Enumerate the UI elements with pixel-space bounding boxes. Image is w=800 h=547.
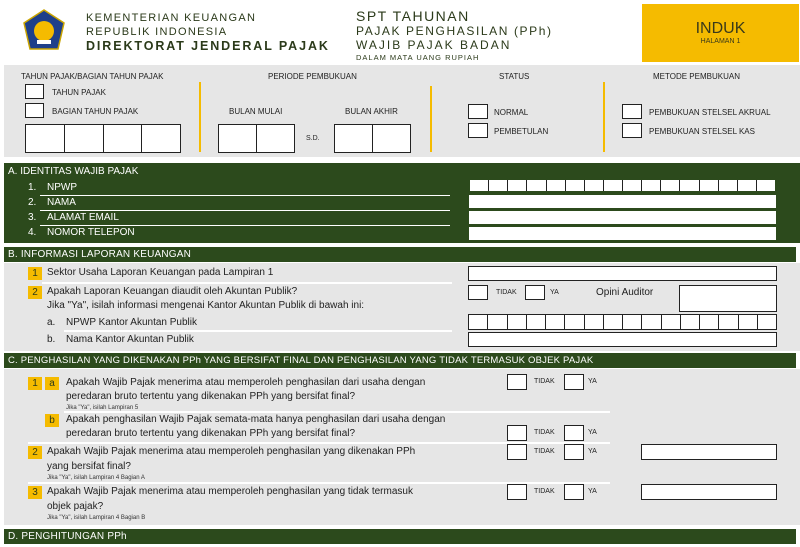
ya-label: YA [588, 429, 597, 436]
npwp-label: NPWP [47, 182, 77, 193]
metode-heading: METODE PEMBUKUAN [653, 72, 740, 81]
email-number: 3. [28, 212, 37, 223]
section-a-title: A. IDENTITAS WAJIB PAJAK [8, 166, 139, 177]
section-b-title: B. INFORMASI LAPORAN KEUANGAN [4, 247, 796, 262]
q2-text: yang bersifat final? [47, 461, 131, 472]
republic-name: REPUBLIK INDONESIA [86, 26, 228, 38]
digit-cell[interactable] [758, 315, 776, 329]
induk-badge [642, 4, 799, 62]
question-letter: a [45, 377, 59, 390]
digit-cell[interactable] [661, 180, 680, 191]
kas-label: PEMBUKUAN STELSEL KAS [649, 127, 755, 136]
npwp-kap-input[interactable] [468, 314, 777, 330]
ya-label: YA [588, 488, 597, 495]
digit-cell[interactable] [547, 180, 566, 191]
badge-page: HALAMAN 1 [700, 38, 741, 45]
question-number: 2 [28, 286, 42, 299]
section-c-title: C. PENGHASILAN YANG DIKENAKAN PPh YANG BERSIFAT FINAL DAN PENGHASILAN YANG TIDAK TERMASUK OBJEK PAJAK [4, 353, 796, 368]
npwp-kap-label: NPWP Kantor Akuntan Publik [66, 317, 197, 328]
email-label: ALAMAT EMAIL [47, 212, 119, 223]
nama-kap-input[interactable] [468, 332, 777, 347]
digit-cell[interactable] [142, 125, 180, 152]
digit-cell[interactable] [642, 180, 661, 191]
divider [199, 82, 201, 152]
q1a-text: Apakah Wajib Pajak menerima atau memperoleh penghasilan dari usaha dengan [66, 377, 426, 388]
q3-text: Apakah Wajib Pajak menerima atau memperoleh penghasilan yang tidak termasuk [47, 486, 413, 497]
digit-cell[interactable] [623, 180, 642, 191]
digit-cell[interactable] [546, 315, 565, 329]
digit-cell[interactable] [373, 125, 410, 152]
question-number: 1 [28, 267, 42, 280]
year-input[interactable] [25, 124, 181, 153]
separator [42, 282, 452, 284]
digit-cell[interactable] [566, 180, 585, 191]
bagian-tahun-label: BAGIAN TAHUN PAJAK [52, 107, 139, 116]
tahun-pajak-label: TAHUN PAJAK [52, 88, 106, 97]
digit-cell[interactable] [585, 180, 604, 191]
q2-ya-checkbox[interactable] [564, 444, 584, 460]
tidak-label: TIDAK [534, 378, 555, 385]
digit-cell[interactable] [681, 315, 700, 329]
question-number: 2 [28, 446, 42, 459]
digit-cell[interactable] [104, 125, 143, 152]
digit-cell[interactable] [719, 315, 738, 329]
sektor-usaha-input[interactable] [468, 266, 777, 281]
item-letter: b. [47, 334, 56, 345]
q3-amount-input[interactable] [641, 484, 777, 500]
question-number: 3 [28, 486, 42, 499]
audit-question: Apakah Laporan Keuangan diaudit oleh Akuntan Publik? [47, 286, 298, 297]
pembetulan-checkbox[interactable] [468, 123, 488, 138]
underline [40, 195, 450, 196]
tidak-label: TIDAK [534, 429, 555, 436]
digit-cell[interactable] [469, 315, 488, 329]
sd-label: S.D. [306, 135, 320, 142]
digit-cell[interactable] [527, 180, 546, 191]
q1b-tidak-checkbox[interactable] [507, 425, 527, 441]
tahun-pajak-heading: TAHUN PAJAK/BAGIAN TAHUN PAJAK [21, 72, 164, 81]
bagian-tahun-checkbox[interactable] [25, 103, 44, 118]
underline [40, 225, 450, 226]
item-letter: a. [47, 317, 56, 328]
bulan-akhir-input[interactable] [334, 124, 411, 153]
digit-cell[interactable] [527, 315, 546, 329]
kas-checkbox[interactable] [622, 123, 642, 138]
npwp-number: 1. [28, 182, 37, 193]
q1a-note: Jika "Ya", isilah Lampiran 5 [66, 405, 139, 411]
bulan-akhir-label: BULAN AKHIR [345, 107, 398, 116]
sektor-usaha-label: Sektor Usaha Laporan Keuangan pada Lampiran 1 [47, 267, 274, 278]
form-title: SPT TAHUNAN [356, 8, 470, 24]
digit-cell[interactable] [623, 315, 642, 329]
opini-auditor-input[interactable] [679, 285, 777, 312]
digit-cell[interactable] [335, 125, 373, 152]
question-letter: b [45, 414, 59, 427]
audit-ya-checkbox[interactable] [525, 285, 545, 300]
form-subtitle-1: PAJAK PENGHASILAN (PPh) [356, 24, 553, 38]
pembetulan-label: PEMBETULAN [494, 127, 549, 136]
q2-tidak-checkbox[interactable] [507, 444, 527, 460]
digit-cell[interactable] [680, 180, 699, 191]
digit-cell[interactable] [65, 125, 104, 152]
q1a-ya-checkbox[interactable] [564, 374, 584, 390]
tidak-label: TIDAK [534, 448, 555, 455]
q1b-ya-checkbox[interactable] [564, 425, 584, 441]
digit-cell[interactable] [642, 315, 661, 329]
digit-cell[interactable] [604, 180, 623, 191]
question-number: 1 [28, 377, 42, 390]
audit-tidak-checkbox[interactable] [468, 285, 488, 300]
digit-cell[interactable] [662, 315, 681, 329]
ya-label: YA [588, 448, 597, 455]
q3-text: objek pajak? [47, 501, 104, 512]
digit-cell[interactable] [738, 180, 757, 191]
divider [430, 86, 432, 152]
ya-label: YA [588, 378, 597, 385]
digit-cell[interactable] [565, 315, 584, 329]
q2-amount-input[interactable] [641, 444, 777, 460]
ministry-name: KEMENTERIAN KEUANGAN [86, 12, 257, 24]
audit-note: Jika "Ya", isilah informasi mengenai Kantor Akuntan Publik di bawah ini: [47, 300, 365, 311]
digit-cell[interactable] [739, 315, 758, 329]
q3-tidak-checkbox[interactable] [507, 484, 527, 500]
q3-ya-checkbox[interactable] [564, 484, 584, 500]
status-heading: STATUS [499, 72, 530, 81]
normal-checkbox[interactable] [468, 104, 488, 119]
digit-cell[interactable] [604, 315, 623, 329]
normal-label: NORMAL [494, 108, 529, 117]
section-d-title: D. PENGHITUNGAN PPh [4, 529, 796, 544]
telepon-input[interactable] [469, 227, 776, 240]
digit-cell[interactable] [470, 180, 489, 191]
separator [64, 411, 610, 413]
divider [603, 82, 605, 152]
digit-cell[interactable] [508, 180, 527, 191]
digit-cell[interactable] [719, 180, 738, 191]
currency-note: DALAM MATA UANG RUPIAH [356, 53, 480, 62]
q2-note: Jika "Ya", isilah Lampiran 4 Bagian A [47, 475, 145, 481]
separator [64, 330, 452, 332]
digit-cell[interactable] [26, 125, 65, 152]
akrual-checkbox[interactable] [622, 104, 642, 119]
badge-title: INDUK [695, 20, 746, 37]
digit-cell[interactable] [585, 315, 604, 329]
tidak-label: TIDAK [496, 289, 517, 296]
nama-input[interactable] [469, 195, 776, 208]
telepon-number: 4. [28, 227, 37, 238]
digit-cell[interactable] [488, 315, 507, 329]
telepon-label: NOMOR TELEPON [47, 227, 135, 238]
digit-cell[interactable] [700, 315, 719, 329]
digit-cell[interactable] [508, 315, 527, 329]
digit-cell[interactable] [757, 180, 775, 191]
ya-label: YA [550, 289, 559, 296]
nama-number: 2. [28, 197, 37, 208]
q1a-text: peredaran bruto tertentu yang dikenakan PPh yang bersifat final? [66, 391, 356, 402]
akrual-label: PEMBUKUAN STELSEL AKRUAL [649, 108, 771, 117]
q1b-text: Apakah penghasilan Wajib Pajak semata-mata hanya penghasilan dari usaha dengan [66, 414, 446, 425]
periode-heading: PERIODE PEMBUKUAN [268, 72, 357, 81]
form-subtitle-2: WAJIB PAJAK BADAN [356, 38, 512, 52]
q1b-text: peredaran bruto tertentu yang dikenakan PPh yang bersifat final? [66, 428, 356, 439]
digit-cell[interactable] [257, 125, 294, 152]
directorate-name: DIREKTORAT JENDERAL PAJAK [86, 39, 330, 53]
tahun-pajak-checkbox[interactable] [25, 84, 44, 99]
digit-cell[interactable] [700, 180, 719, 191]
bulan-mulai-input[interactable] [218, 124, 295, 153]
bulan-mulai-label: BULAN MULAI [229, 107, 283, 116]
digit-cell[interactable] [219, 125, 257, 152]
opini-auditor-label: Opini Auditor [596, 287, 654, 298]
nama-label: NAMA [47, 197, 76, 208]
q3-note: Jika "Ya", isilah Lampiran 4 Bagian B [47, 515, 146, 521]
tidak-label: TIDAK [534, 488, 555, 495]
nama-kap-label: Nama Kantor Akuntan Publik [66, 334, 194, 345]
underline [40, 210, 450, 211]
ministry-logo [22, 9, 66, 51]
q2-text: Apakah Wajib Pajak menerima atau memperoleh penghasilan yang dikenakan PPh [47, 446, 416, 457]
npwp-input[interactable] [469, 179, 776, 192]
q1a-tidak-checkbox[interactable] [507, 374, 527, 390]
email-input[interactable] [469, 211, 776, 224]
digit-cell[interactable] [489, 180, 508, 191]
